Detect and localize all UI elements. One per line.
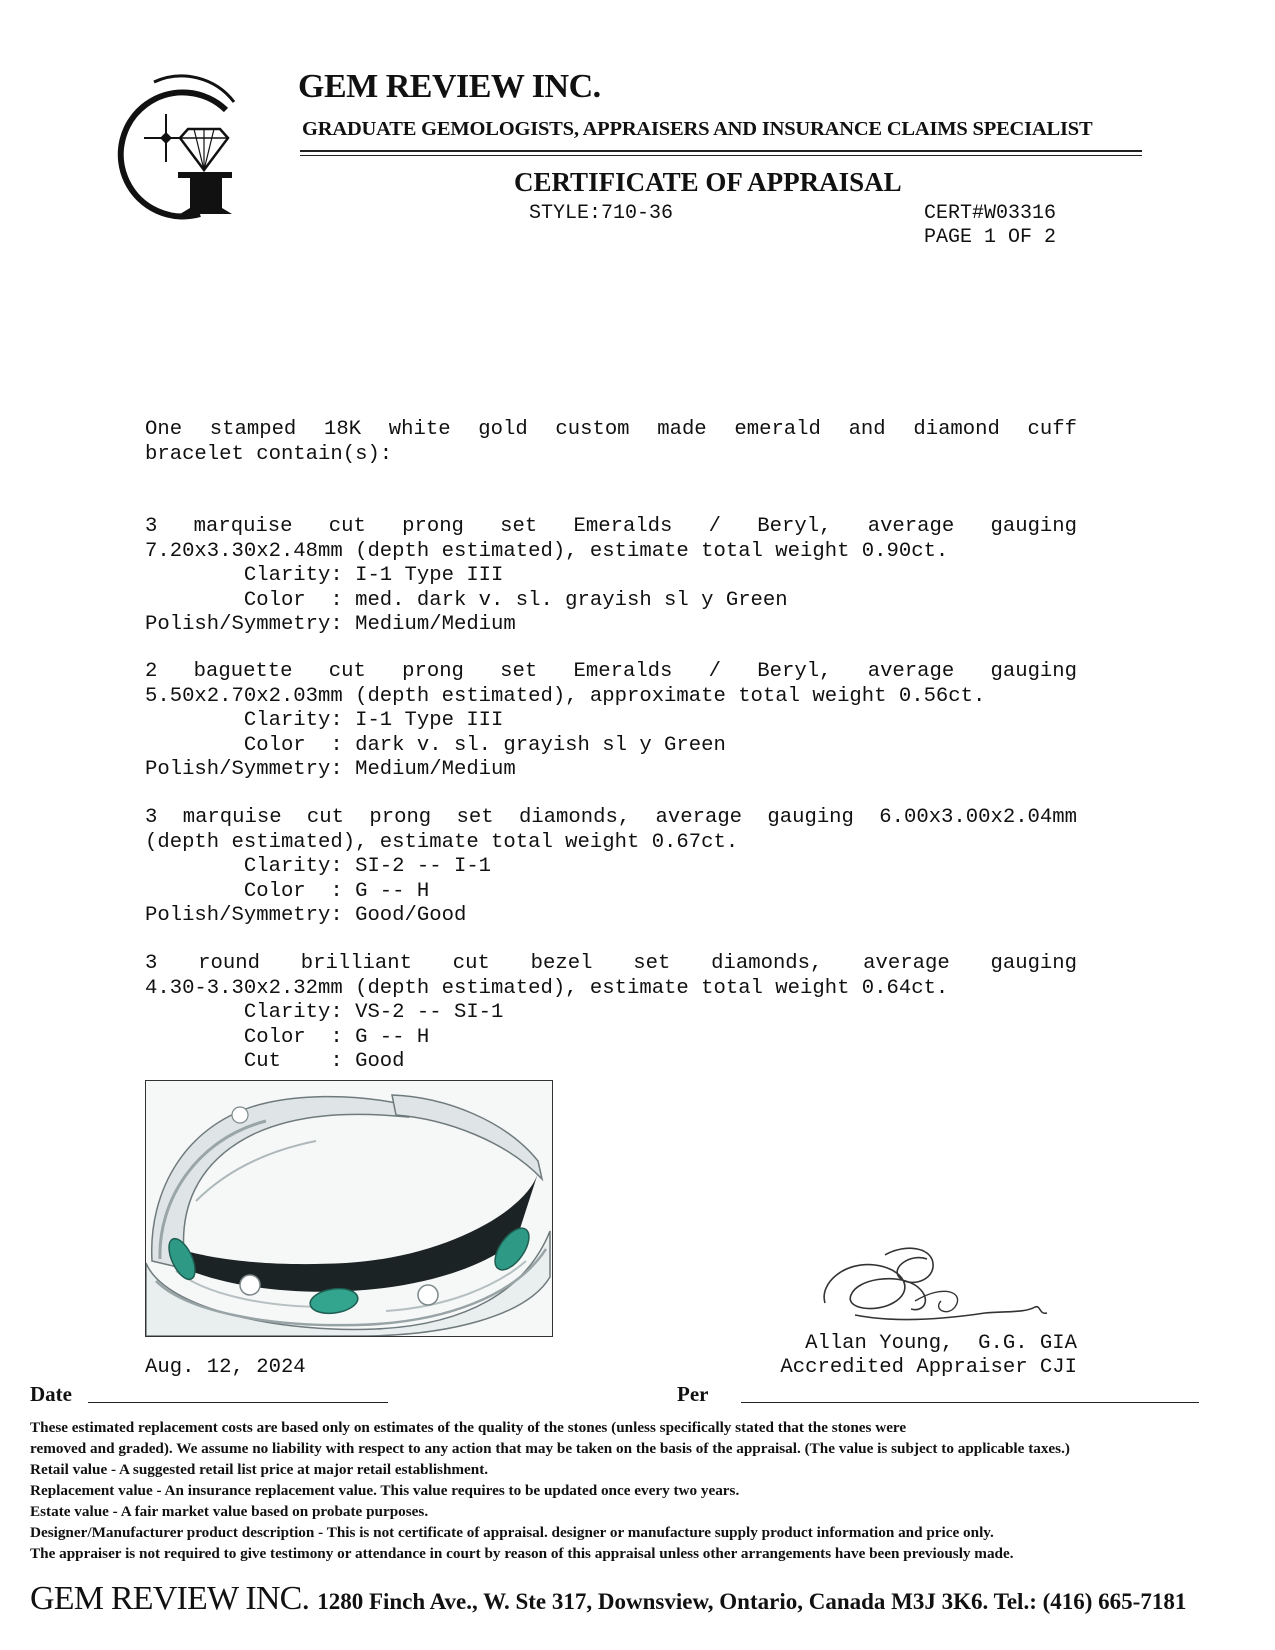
bracelet-photo: [145, 1080, 553, 1337]
stone-color: Color : dark v. sl. grayish sl y Green: [145, 733, 726, 757]
page-number: PAGE 1 OF 2: [924, 226, 1057, 249]
stone-color: Color : G -- H: [145, 879, 430, 903]
cert-number: CERT#W03316: [924, 202, 1057, 225]
stone-line: 7.20x3.30x2.48mm (depth estimated), estimate total weight 0.90ct.: [145, 539, 949, 563]
stone-line: 4.30-3.30x2.32mm (depth estimated), estimate total weight 0.64ct.: [145, 976, 949, 1000]
disclaimer-line: Retail value - A suggested retail list price at major retail establishment.: [30, 1461, 489, 1478]
disclaimer-line: The appraiser is not required to give testimony or attendance in court by reason of this appraisal unless other arrangements have been previously made.: [30, 1545, 1014, 1562]
company-tagline: GRADUATE GEMOLOGISTS, APPRAISERS AND INSURANCE CLAIMS SPECIALIST: [302, 118, 1093, 140]
footer: [30, 1580, 1186, 1618]
stone-line: 5.50x2.70x2.03mm (depth estimated), approximate total weight 0.56ct.: [145, 684, 986, 708]
disclaimer-line: removed and graded). We assume no liability with respect to any action that may be taken on the basis of the appraisal. (The value is subject to applicable taxes.): [30, 1440, 1070, 1457]
stone-color: Color : med. dark v. sl. grayish sl y Green: [145, 588, 788, 612]
bracelet-illustration: [146, 1081, 552, 1336]
per-label: Per: [677, 1382, 709, 1406]
stone-group: [145, 952, 1077, 1075]
appraiser-title: Accredited Appraiser CJI: [780, 1356, 1077, 1379]
stone-line: (depth estimated), estimate total weight 0.67ct.: [145, 830, 739, 854]
stone-line: 2 baguette cut prong set Emeralds / Beryl, average gauging: [145, 660, 1077, 683]
appraiser-name: Allan Young, G.G. GIA: [805, 1332, 1077, 1355]
disclaimer-line: Estate value - A fair market value based on probate purposes.: [30, 1503, 429, 1520]
date-signature-line: [88, 1402, 388, 1403]
stone-color: Color : G -- H: [145, 1025, 430, 1049]
stone-polish: Polish/Symmetry: Medium/Medium: [145, 613, 516, 636]
disclaimer-line: Replacement value - An insurance replacement value. This value requires to be updated once every two years.: [30, 1482, 740, 1499]
stone-clarity: Clarity: VS-2 -- SI-1: [145, 1001, 504, 1024]
stone-clarity: Clarity: I-1 Type III: [145, 709, 504, 732]
stone-line: 3 round brilliant cut bezel set diamonds, average gauging: [145, 952, 1077, 975]
appraiser-signature: [815, 1243, 1050, 1333]
disclaimer-line: Designer/Manufacturer product description - This is not certificate of appraisal. designer or manufacture supply product information and price only.: [30, 1524, 994, 1541]
stone-polish: Polish/Symmetry: Medium/Medium: [145, 758, 516, 781]
per-signature-line: [741, 1402, 1199, 1403]
gem-review-logo: [108, 72, 243, 222]
description-line: One stamped 18K white gold custom made emerald and diamond cuff: [145, 418, 1077, 441]
stone-cut: Cut : Good: [145, 1050, 405, 1073]
date-label: Date: [30, 1382, 72, 1406]
header-rule: [300, 155, 1142, 156]
stone-group: [145, 660, 1077, 783]
style-number: STYLE:710-36: [529, 202, 674, 225]
footer-address: 1280 Finch Ave., W. Ste 317, Downsview, Ontario, Canada M3J 3K6. Tel.: (416) 665-7181: [317, 1589, 1187, 1614]
disclaimer-line: These estimated replacement costs are based only on estimates of the quality of the stones (unless specifically stated that the stones were: [30, 1419, 907, 1436]
stone-line: 3 marquise cut prong set diamonds, average gauging 6.00x3.00x2.04mm: [145, 806, 1077, 829]
disclaimer-block: [30, 1417, 1260, 1564]
appraisal-date: Aug. 12, 2024: [145, 1356, 306, 1379]
description-line: bracelet contain(s):: [145, 442, 393, 466]
stone-clarity: Clarity: I-1 Type III: [145, 564, 504, 587]
stone-group: [145, 806, 1077, 929]
header-rule: [300, 150, 1142, 152]
stone-polish: Polish/Symmetry: Good/Good: [145, 904, 467, 927]
stone-clarity: Clarity: SI-2 -- I-1: [145, 855, 492, 878]
item-description: [145, 418, 1077, 467]
stone-line: 3 marquise cut prong set Emeralds / Beryl, average gauging: [145, 515, 1077, 538]
footer-company-name: GEM REVIEW INC.: [30, 1580, 310, 1617]
stone-group: [145, 515, 1077, 638]
company-name: GEM REVIEW INC.: [298, 68, 601, 105]
certificate-title: CERTIFICATE OF APPRAISAL: [514, 167, 902, 197]
